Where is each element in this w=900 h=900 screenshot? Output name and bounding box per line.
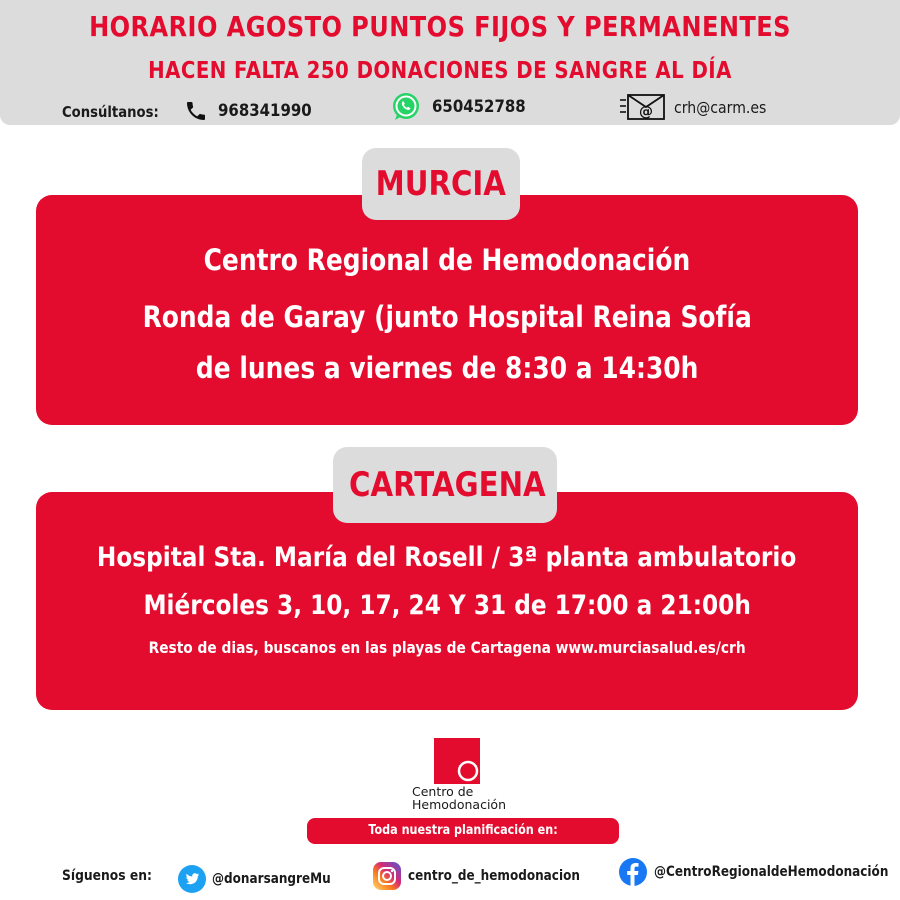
email-contact[interactable] <box>620 94 779 120</box>
social-label: Síguenos en: <box>62 868 152 884</box>
header-banner <box>0 0 900 125</box>
cartagena-line-3[interactable]: Resto de dias, buscanos en las playas de Cartagena www.murciasalud.es/crh <box>148 638 746 657</box>
logo-mark <box>434 738 480 784</box>
instagram-icon <box>372 861 402 891</box>
cartagena-line-1: Hospital Sta. María del Rosell / 3ª planta ambulatorio <box>97 542 797 573</box>
whatsapp-contact[interactable] <box>390 94 538 120</box>
twitter-icon <box>178 865 206 893</box>
cartagena-line-2: Miércoles 3, 10, 17, 24 Y 31 de 17:00 a 21:00h <box>143 590 751 621</box>
cartagena-card <box>36 492 858 710</box>
facebook-icon <box>618 857 648 887</box>
logo-line-2: Hemodonación <box>412 797 506 812</box>
drop-circle-icon <box>434 738 480 784</box>
logo-line-1: Centro de <box>412 784 474 799</box>
social-row <box>0 858 900 892</box>
page-title: HORARIO AGOSTO PUNTOS FIJOS Y PERMANENTES <box>89 10 791 43</box>
facebook-handle: @CentroRegionaldeHemodonación <box>654 864 889 880</box>
murcia-line-3: de lunes a viernes de 8:30 a 14:30h <box>195 351 699 385</box>
cartagena-tab: CARTAGENA <box>333 447 557 523</box>
whatsapp-icon <box>390 91 422 123</box>
contact-label: Consúltanos: <box>62 103 159 121</box>
contact-row <box>0 98 900 124</box>
svg-text:@: @ <box>639 104 653 120</box>
email-icon <box>620 92 666 122</box>
centro-hemodonacion-logo <box>412 738 506 818</box>
murcia-line-2: Ronda de Garay (junto Hospital Reina Sofía <box>142 300 752 334</box>
twitter-link[interactable] <box>178 862 350 896</box>
instagram-link[interactable] <box>372 859 608 893</box>
email-address: crh@carm.es <box>674 97 767 117</box>
facebook-link[interactable] <box>618 855 900 889</box>
murcia-line-1: Centro Regional de Hemodonación <box>203 243 691 277</box>
murcia-card <box>36 195 858 425</box>
logo-text <box>412 785 512 811</box>
phone-number: 968341990 <box>218 101 312 121</box>
page-subtitle: HACEN FALTA 250 DONACIONES DE SANGRE AL DÍA <box>148 58 732 84</box>
phone-contact[interactable] <box>184 98 324 124</box>
planning-link-banner[interactable]: Toda nuestra planificación en: murciasalud.es/crh <box>307 818 619 844</box>
twitter-handle: @donarsangreMu <box>212 871 331 887</box>
phone-icon <box>184 99 208 123</box>
murcia-tab: MURCIA <box>362 148 520 220</box>
instagram-handle: centro_de_hemodonacion <box>408 868 580 884</box>
whatsapp-number: 650452788 <box>432 97 526 117</box>
